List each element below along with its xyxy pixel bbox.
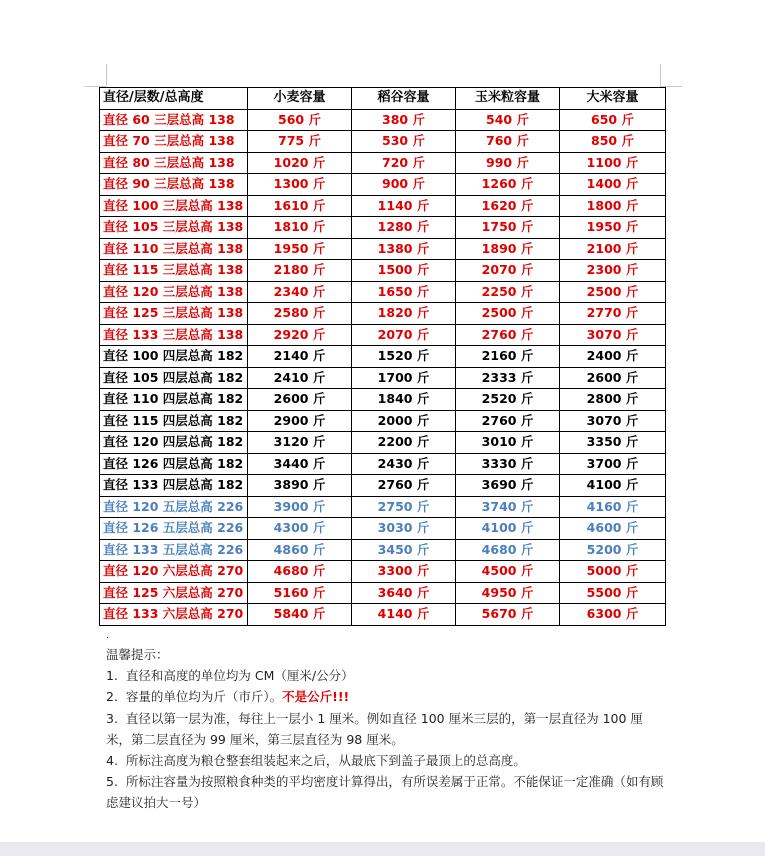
cell-corn: 4100 斤: [456, 518, 560, 540]
cell-paddy: 380 斤: [352, 109, 456, 131]
cell-paddy: 3030 斤: [352, 518, 456, 540]
cell-rice: 650 斤: [560, 109, 666, 131]
cell-rice: 3070 斤: [560, 410, 666, 432]
table-row: [100, 453, 666, 475]
cell-rice: 2600 斤: [560, 367, 666, 389]
cell-corn: 2160 斤: [456, 346, 560, 368]
table-row: [100, 389, 666, 411]
table-row: [100, 195, 666, 217]
cell-paddy: 1520 斤: [352, 346, 456, 368]
cell-corn: 5670 斤: [456, 604, 560, 626]
capacity-table: [99, 87, 666, 626]
cell-paddy: 2750 斤: [352, 496, 456, 518]
cell-wheat: 4680 斤: [248, 561, 352, 583]
cell-wheat: 3890 斤: [248, 475, 352, 497]
cell-size: 直径 105 三层总高 138: [100, 217, 248, 239]
cell-size: 直径 100 三层总高 138: [100, 195, 248, 217]
table-row: [100, 109, 666, 131]
cell-paddy: 1140 斤: [352, 195, 456, 217]
note-1-number: 1.: [106, 668, 118, 684]
cell-paddy: 1700 斤: [352, 367, 456, 389]
cell-wheat: 560 斤: [248, 109, 352, 131]
note-2-text: 容量的单位均为斤（市斤）。: [125, 689, 283, 705]
cell-paddy: 720 斤: [352, 152, 456, 174]
note-5: [106, 771, 666, 813]
cell-wheat: 1950 斤: [248, 238, 352, 260]
cell-wheat: 2600 斤: [248, 389, 352, 411]
cell-corn: 2760 斤: [456, 410, 560, 432]
table-row: [100, 131, 666, 153]
table-row: [100, 518, 666, 540]
cell-rice: 5500 斤: [560, 582, 666, 604]
cell-wheat: 3900 斤: [248, 496, 352, 518]
cell-corn: 3690 斤: [456, 475, 560, 497]
cell-size: 直径 120 三层总高 138: [100, 281, 248, 303]
note-4-text: 所标注高度为粮仓整套组装起来之后，从最底下到盖子最顶上的总高度。: [125, 753, 526, 769]
cell-corn: 990 斤: [456, 152, 560, 174]
table-body: [100, 109, 666, 625]
cell-corn: 760 斤: [456, 131, 560, 153]
cell-wheat: 5160 斤: [248, 582, 352, 604]
notes-title: 温馨提示：: [106, 647, 169, 662]
header-size: 直径/层数/总高度: [100, 88, 248, 110]
cell-corn: 4680 斤: [456, 539, 560, 561]
cell-size: 直径 133 六层总高 270: [100, 604, 248, 626]
cell-size: 直径 110 四层总高 182: [100, 389, 248, 411]
cell-rice: 5200 斤: [560, 539, 666, 561]
cell-rice: 2300 斤: [560, 260, 666, 282]
cell-rice: 850 斤: [560, 131, 666, 153]
cell-size: 直径 60 三层总高 138: [100, 109, 248, 131]
table-row: [100, 152, 666, 174]
notes-section: [106, 628, 666, 814]
cell-rice: 2770 斤: [560, 303, 666, 325]
cell-rice: 5000 斤: [560, 561, 666, 583]
cell-size: 直径 115 三层总高 138: [100, 260, 248, 282]
table-header-row: [100, 88, 666, 110]
table-row: [100, 475, 666, 497]
cell-rice: 4160 斤: [560, 496, 666, 518]
cell-paddy: 2000 斤: [352, 410, 456, 432]
cell-size: 直径 80 三层总高 138: [100, 152, 248, 174]
note-2: [106, 686, 666, 707]
cell-paddy: 2760 斤: [352, 475, 456, 497]
cell-size: 直径 125 六层总高 270: [100, 582, 248, 604]
cell-paddy: 3450 斤: [352, 539, 456, 561]
cell-wheat: 1810 斤: [248, 217, 352, 239]
table-row: [100, 410, 666, 432]
cell-rice: 1400 斤: [560, 174, 666, 196]
cell-paddy: 1840 斤: [352, 389, 456, 411]
crop-mark-left: [106, 64, 107, 86]
cell-corn: 1620 斤: [456, 195, 560, 217]
cell-rice: 2400 斤: [560, 346, 666, 368]
cell-rice: 6300 斤: [560, 604, 666, 626]
cell-wheat: 3440 斤: [248, 453, 352, 475]
window-bottom-bar: [0, 842, 765, 856]
cell-paddy: 3640 斤: [352, 582, 456, 604]
cell-size: 直径 133 四层总高 182: [100, 475, 248, 497]
cell-wheat: 2580 斤: [248, 303, 352, 325]
cell-corn: 1890 斤: [456, 238, 560, 260]
note-5-number: 5.: [106, 774, 118, 790]
cell-size: 直径 126 五层总高 226: [100, 518, 248, 540]
table-row: [100, 496, 666, 518]
cell-size: 直径 126 四层总高 182: [100, 453, 248, 475]
cell-rice: 1800 斤: [560, 195, 666, 217]
table-row: [100, 324, 666, 346]
cell-paddy: 2200 斤: [352, 432, 456, 454]
cell-corn: 2500 斤: [456, 303, 560, 325]
cell-wheat: 2340 斤: [248, 281, 352, 303]
cell-wheat: 1610 斤: [248, 195, 352, 217]
cell-size: 直径 105 四层总高 182: [100, 367, 248, 389]
cell-paddy: 2070 斤: [352, 324, 456, 346]
cell-wheat: 1020 斤: [248, 152, 352, 174]
cell-size: 直径 70 三层总高 138: [100, 131, 248, 153]
table-row: [100, 561, 666, 583]
crop-mark-right: [660, 64, 661, 86]
note-4: [106, 750, 666, 771]
cell-size: 直径 120 六层总高 270: [100, 561, 248, 583]
table-row: [100, 367, 666, 389]
cell-paddy: 1280 斤: [352, 217, 456, 239]
header-wheat: 小麦容量: [248, 88, 352, 110]
cell-corn: 2520 斤: [456, 389, 560, 411]
cell-paddy: 1500 斤: [352, 260, 456, 282]
cell-corn: 3740 斤: [456, 496, 560, 518]
cell-size: 直径 125 三层总高 138: [100, 303, 248, 325]
cell-paddy: 2430 斤: [352, 453, 456, 475]
cell-rice: 3700 斤: [560, 453, 666, 475]
cell-size: 直径 90 三层总高 138: [100, 174, 248, 196]
cell-size: 直径 110 三层总高 138: [100, 238, 248, 260]
note-3-number: 3.: [106, 710, 118, 726]
table-row: [100, 217, 666, 239]
cell-wheat: 4300 斤: [248, 518, 352, 540]
cell-corn: 2333 斤: [456, 367, 560, 389]
note-3: [106, 708, 666, 750]
cell-paddy: 1380 斤: [352, 238, 456, 260]
cell-wheat: 2140 斤: [248, 346, 352, 368]
cell-paddy: 900 斤: [352, 174, 456, 196]
cell-corn: 3010 斤: [456, 432, 560, 454]
cell-rice: 2800 斤: [560, 389, 666, 411]
cell-rice: 2100 斤: [560, 238, 666, 260]
cell-size: 直径 115 四层总高 182: [100, 410, 248, 432]
cell-paddy: 3300 斤: [352, 561, 456, 583]
cell-rice: 1100 斤: [560, 152, 666, 174]
cell-corn: 540 斤: [456, 109, 560, 131]
note-1-text: 直径和高度的单位均为 CM（厘米/公分）: [125, 668, 354, 684]
note-3-text: 直径以第一层为准，每往上一层小 1 厘米。例如直径 100 厘米三层的，第一层直径为 100 厘米，第二层直径为 99 厘米，第三层直径为 98 厘米。: [106, 710, 643, 747]
note-4-number: 4.: [106, 753, 118, 769]
cell-paddy: 4140 斤: [352, 604, 456, 626]
table-row: [100, 303, 666, 325]
cell-wheat: 2900 斤: [248, 410, 352, 432]
cell-wheat: 2180 斤: [248, 260, 352, 282]
table-row: [100, 539, 666, 561]
cell-rice: 1950 斤: [560, 217, 666, 239]
cell-size: 直径 133 三层总高 138: [100, 324, 248, 346]
cell-wheat: 3120 斤: [248, 432, 352, 454]
cell-rice: 4100 斤: [560, 475, 666, 497]
cell-corn: 1750 斤: [456, 217, 560, 239]
cell-size: 直径 100 四层总高 182: [100, 346, 248, 368]
cell-corn: 4950 斤: [456, 582, 560, 604]
cell-corn: 3330 斤: [456, 453, 560, 475]
cell-paddy: 1650 斤: [352, 281, 456, 303]
note-2-number: 2.: [106, 689, 118, 705]
cell-paddy: 1820 斤: [352, 303, 456, 325]
cell-corn: 2250 斤: [456, 281, 560, 303]
cell-rice: 3070 斤: [560, 324, 666, 346]
table-row: [100, 174, 666, 196]
cell-corn: 1260 斤: [456, 174, 560, 196]
header-corn: 玉米粒容量: [456, 88, 560, 110]
cell-wheat: 2920 斤: [248, 324, 352, 346]
note-2-warning: 不是公斤!!!: [282, 689, 350, 705]
table-row: [100, 260, 666, 282]
cell-wheat: 1300 斤: [248, 174, 352, 196]
cell-wheat: 775 斤: [248, 131, 352, 153]
header-rice: 大米容量: [560, 88, 666, 110]
cell-wheat: 4860 斤: [248, 539, 352, 561]
cell-corn: 2760 斤: [456, 324, 560, 346]
cell-wheat: 5840 斤: [248, 604, 352, 626]
stray-dot: .: [106, 630, 110, 641]
table-row: [100, 582, 666, 604]
table-row: [100, 238, 666, 260]
table-row: [100, 281, 666, 303]
note-5-text: 所标注容量为按照粮食种类的平均密度计算得出，有所误差属于正常。不能保证一定准确（如有顾虑建议拍大一号）: [106, 774, 664, 811]
cell-rice: 2500 斤: [560, 281, 666, 303]
table-row: [100, 432, 666, 454]
cell-rice: 4600 斤: [560, 518, 666, 540]
cell-size: 直径 120 五层总高 226: [100, 496, 248, 518]
note-1: [106, 665, 666, 686]
cell-size: 直径 120 四层总高 182: [100, 432, 248, 454]
cell-size: 直径 133 五层总高 226: [100, 539, 248, 561]
cell-paddy: 530 斤: [352, 131, 456, 153]
cell-corn: 4500 斤: [456, 561, 560, 583]
cell-wheat: 2410 斤: [248, 367, 352, 389]
header-paddy: 稻谷容量: [352, 88, 456, 110]
table-row: [100, 604, 666, 626]
cell-rice: 3350 斤: [560, 432, 666, 454]
table-row: [100, 346, 666, 368]
cell-corn: 2070 斤: [456, 260, 560, 282]
